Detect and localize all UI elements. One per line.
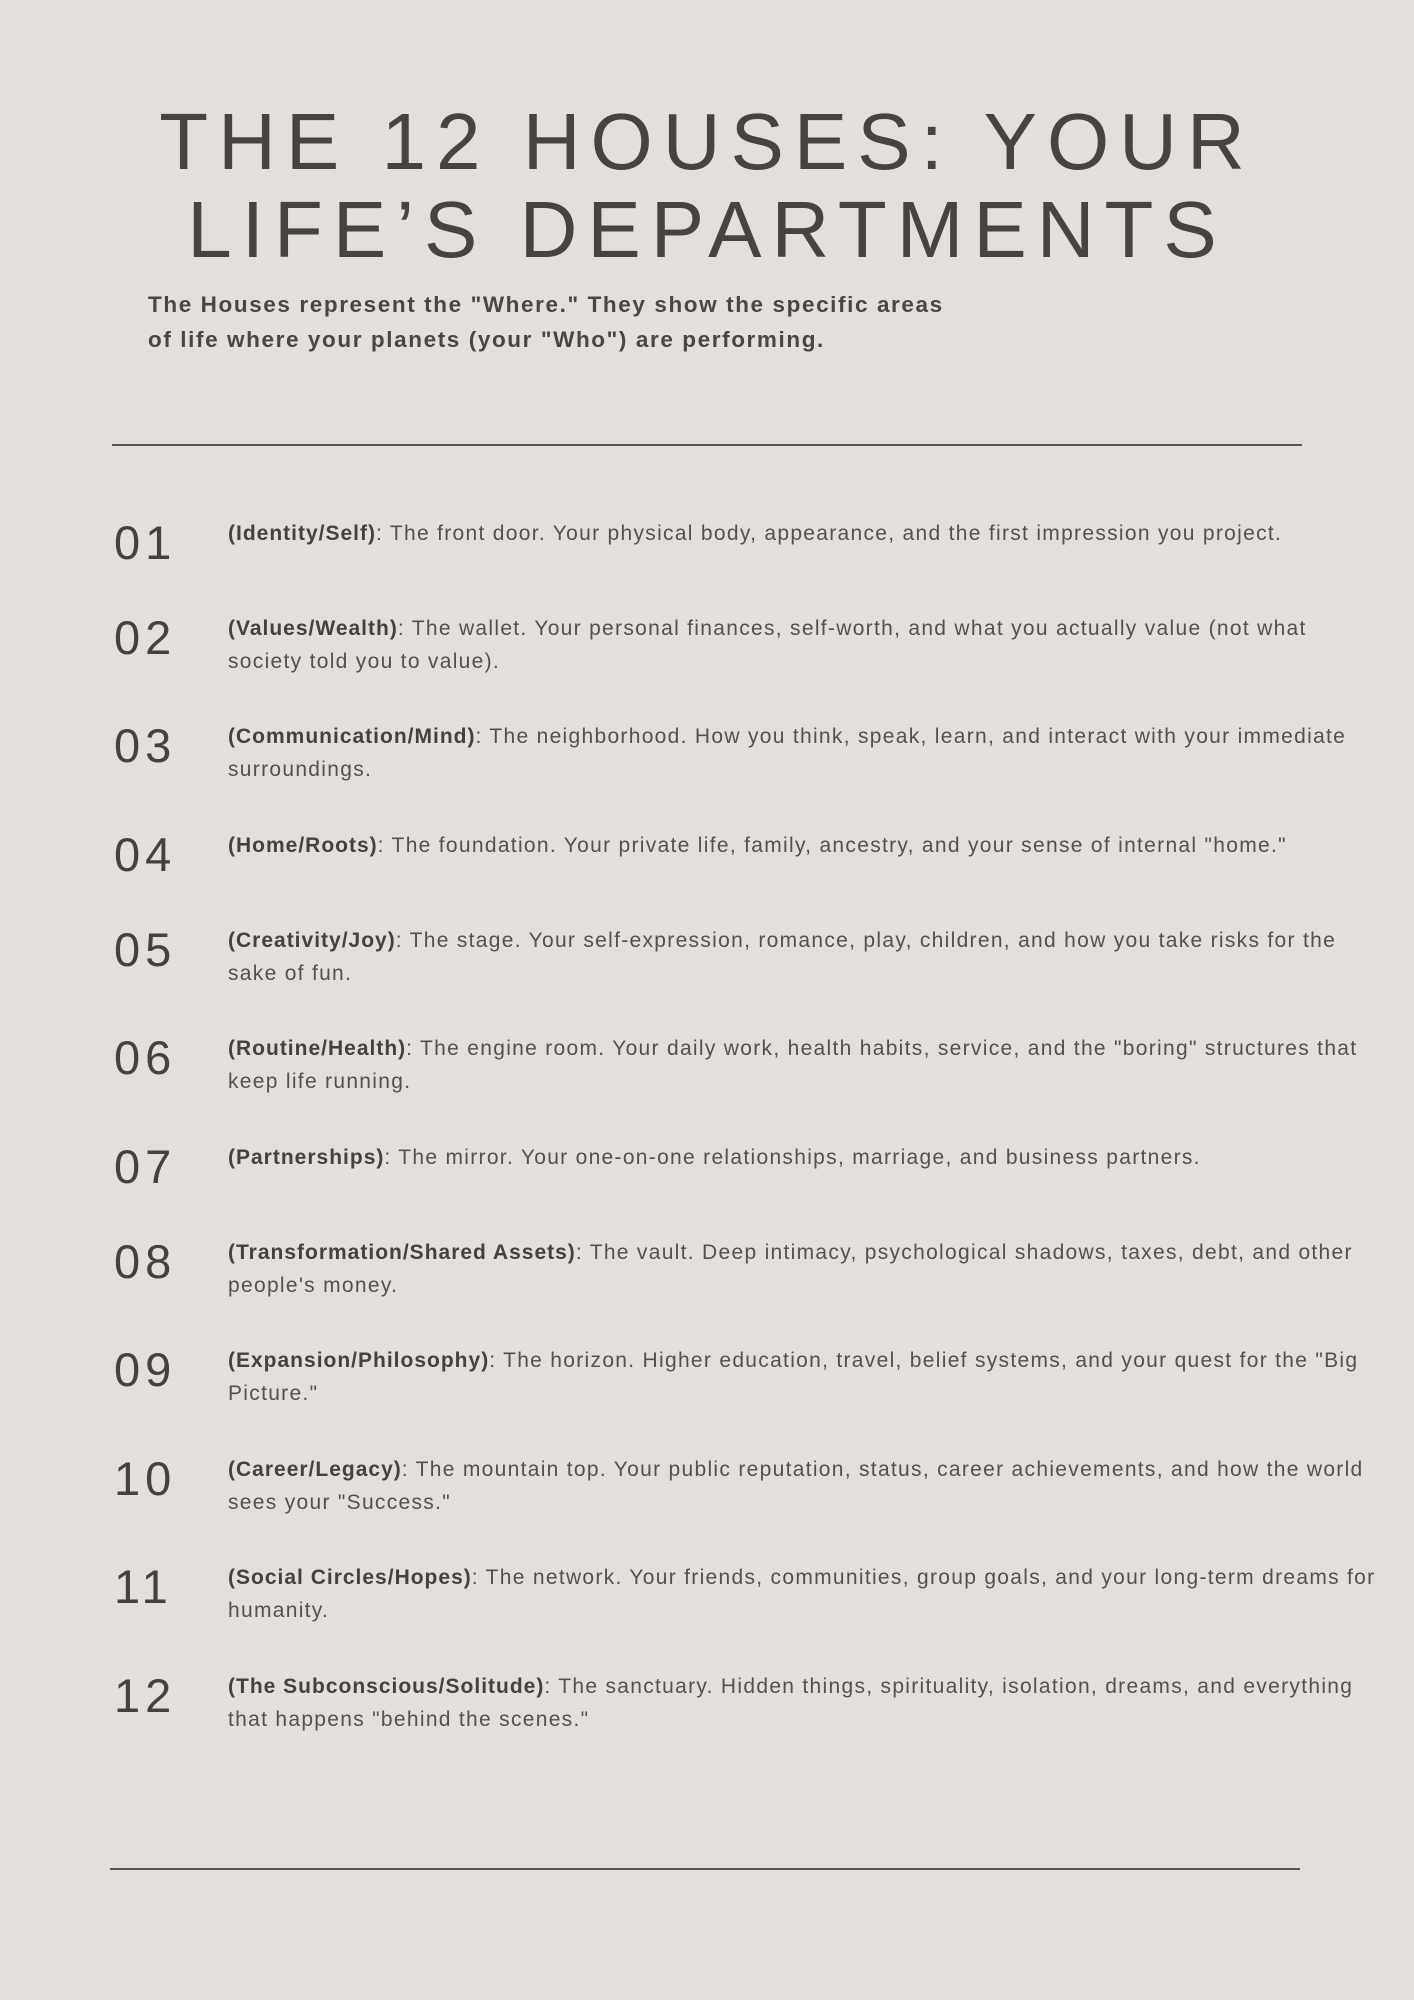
house-row-12 [0,1669,1414,1737]
house-label: (Values/Wealth) [228,616,398,640]
house-description [228,1345,1376,1411]
page-subtitle-line2: of life where your planets (your "Who") are performing. [148,326,825,352]
house-description [228,1671,1376,1737]
house-row-08 [0,1235,1414,1303]
page-title-line2: LIFE’S DEPARTMENTS [187,185,1227,274]
house-description [228,1454,1376,1520]
house-number: 09 [114,1343,177,1397]
page-title [0,98,1414,274]
house-label: (Communication/Mind) [228,725,476,749]
page-title-line1: THE 12 HOUSES: YOUR [159,97,1255,186]
house-number: 06 [114,1031,177,1085]
house-description-text: : The front door. Your physical body, appearance, and the first impression you project. [376,521,1283,545]
house-description [228,721,1376,787]
house-row-03 [0,719,1414,787]
house-description-text: : The engine room. Your daily work, health habits, service, and the "boring" structures that keep life running. [228,1037,1358,1094]
house-description-text: : The sanctuary. Hidden things, spirituality, isolation, dreams, and everything that happens "behind the scenes." [228,1674,1354,1731]
page-subtitle [148,288,1414,358]
house-description-text: : The network. Your friends, communities, group goals, and your long-term dreams for humanity. [228,1566,1376,1623]
house-label: (Home/Roots) [228,833,378,857]
house-description-text: : The horizon. Higher education, travel, belief systems, and your quest for the "Big Picture." [228,1349,1359,1406]
house-row-02 [0,611,1414,679]
house-number: 08 [114,1234,177,1288]
house-description [228,1237,1376,1303]
house-label: (Social Circles/Hopes) [228,1566,472,1590]
house-number: 04 [114,827,177,881]
house-description [228,830,1287,863]
house-description [228,613,1376,679]
houses-list [0,516,1414,1737]
house-number: 02 [114,610,177,664]
house-label: (Transformation/Shared Assets) [228,1240,576,1264]
house-row-01 [0,516,1414,570]
house-description-text: : The mirror. Your one-on-one relationships, marriage, and business partners. [384,1145,1201,1169]
house-description [228,1033,1376,1099]
house-row-05 [0,923,1414,991]
house-row-10 [0,1452,1414,1520]
house-number: 05 [114,922,177,976]
house-number: 12 [114,1668,177,1722]
bottom-divider [110,1868,1300,1870]
house-description-text: : The vault. Deep intimacy, psychological shadows, taxes, debt, and other people's money. [228,1240,1353,1297]
house-row-04 [0,828,1414,882]
house-description-text: : The foundation. Your private life, family, ancestry, and your sense of internal "home." [377,833,1287,857]
house-row-09 [0,1343,1414,1411]
house-description-text: : The stage. Your self-expression, romance, play, children, and how you take risks for the sake of fun. [228,928,1337,985]
house-label: (Identity/Self) [228,521,377,545]
house-description-text: : The neighborhood. How you think, speak, learn, and interact with your immediate surroundings. [228,725,1347,782]
house-number: 10 [114,1451,177,1505]
house-label: (Routine/Health) [228,1037,407,1061]
top-divider [112,444,1302,446]
house-row-11 [0,1560,1414,1628]
house-number: 11 [114,1560,173,1614]
house-label: (The Subconscious/Solitude) [228,1674,545,1698]
house-row-07 [0,1140,1414,1194]
house-description [228,1562,1376,1628]
house-label: (Expansion/Philosophy) [228,1349,490,1373]
house-row-06 [0,1031,1414,1099]
house-description [228,518,1282,551]
house-label: (Partnerships) [228,1145,385,1169]
house-number: 01 [114,515,177,569]
house-description-text: : The wallet. Your personal finances, self-worth, and what you actually value (not what society told you to value). [228,616,1307,673]
house-description-text: : The mountain top. Your public reputation, status, career achievements, and how the world sees your "Success." [228,1457,1364,1514]
house-label: (Career/Legacy) [228,1457,402,1481]
house-description [228,925,1376,991]
house-number: 03 [114,719,177,773]
page-subtitle-line1: The Houses represent the "Where." They show the specific areas [148,292,944,317]
house-description [228,1142,1201,1175]
house-label: (Creativity/Joy) [228,928,396,952]
house-number: 07 [114,1139,177,1193]
